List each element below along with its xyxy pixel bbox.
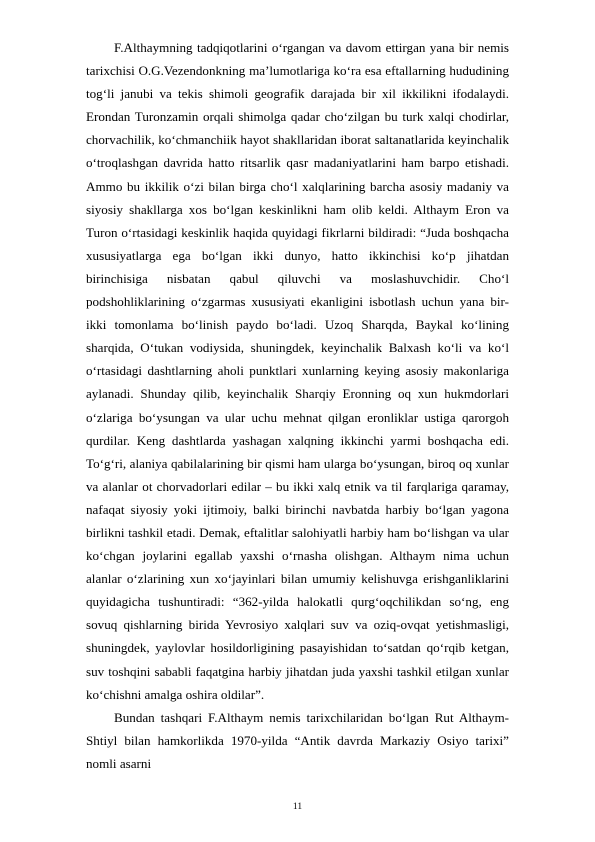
page-number: 11 (292, 802, 303, 812)
document-page (86, 36, 509, 775)
body-paragraph-1: F.Althaymning tadqiqotlarini oʻrgangan va davom ettirgan yana bir nemis tarixchisi O.G.Vezendonkning maʼlumotlariga koʻra esa eftallarning hududining togʻli janubi va tekis shimoli geografik darajada bir xil ikkilikni ifodalaydi. Erondan Turonzamin orqali shimolga qadar choʻzilgan bu turk xalqi chodirlar, chorvachilik, koʻchmanchiik hayot shakllaridan iborat saltanatlarida keyinchalik oʻtroqlashgan davrida hatto ritsarlik qasr madaniyatlarini ham barpo etishadi. Ammo bu ikkilik oʻzi bilan birga choʻl xalqlarining barcha asosiy madaniy va siyosiy shakllarga xos boʻlgan keskinlikni ham olib keldi. Althaym Eron va Turon oʻrtasidagi keskinlik haqida quyidagi fikrlarni bildiradi: “Juda boshqacha xususiyatlarga ega boʻlgan ikki dunyo, hatto ikkinchisi koʻp jihatdan birinchisiga nisbatan qabul qiluvchi va moslashuvchidir. Choʻl podshohliklarining oʻzgarmas xususiyati ekanligini isbotlash uchun yana bir-ikki tomonlama boʻlinish paydo boʻladi. Uzoq Sharqda, Baykal koʻlining sharqida, Oʻtukan vodiysida, shuningdek, keyinchalik Balxash koʻli va koʻl oʻrtasidagi dashtlarning aholi punktlari xunlarning keying asosiy makonlariga aylanadi. Shunday qilib, keyinchalik Sharqiy Eronning oq xun hukmdorlari oʻzlariga boʻysungan va ular uchu mehnat qilgan eronliklar ustiga qarorgoh qurdilar. Keng dashtlarda yashagan xalqning ikkinchi yarmi boshqacha edi. Toʻgʻri, alaniya qabilalarining bir qismi ham ularga boʻysungan, biroq oq xunlar va alanlar ot chorvadorlari edilar – bu ikki xalq etnik va til farqlariga qaramay, nafaqat siyosiy yoki ijtimoiy, balki birinchi navbatda harbiy boʻlgan yagona birlikni tashkil etadi. Demak, eftalitlar salohiyatli harbiy ham boʻlishgan va ular koʻchgan joylarini egallab yaxshi oʻrnasha olishgan. Althaym nima uchun alanlar oʻzlarining xun xoʻjayinlari bilan umumiy kelishuvga erishganliklarini quyidagicha tushuntiradi: “362-yilda halokatli qurgʻoqchilikdan soʻng, eng sovuq qishlarning birida Yevrosiyo xalqlari suv va oziq-ovqat yetishmasligi, shuningdek, yaylovlar hosildorligining pasayishidan toʻsatdan qoʻrqib ketgan, suv toshqini sababli faqatgina harbiy jihatdan juda yaxshi tashkil etilgan xunlar koʻchishni amalga oshira oldilar”. (86, 40, 509, 702)
body-paragraph-2: Bundan tashqari F.Althaym nemis tarixchilaridan boʻlgan Rut Althaym-Shtiyl bilan hamkorlikda 1970-yilda “Antik davrda Markaziy Osiyo tarixi” nomli asarni (86, 709, 509, 771)
